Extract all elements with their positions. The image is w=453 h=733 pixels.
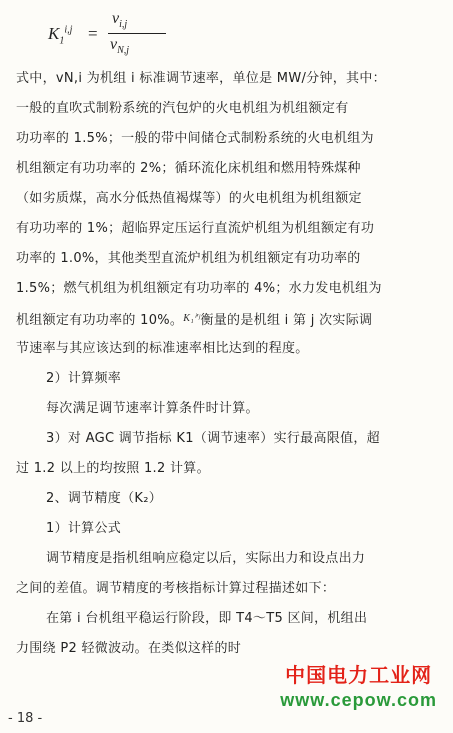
inline-k-symbol: K₁ⁱ'ʲ (183, 313, 201, 324)
formula-denominator (110, 36, 129, 56)
body-line: 调节精度是指机组响应稳定以后，实际出力和设点出力 (46, 551, 366, 566)
body-line: 在第 i 台机组平稳运行阶段，即 T4～T5 区间，机组出 (46, 611, 368, 626)
k-line-after: 衡量的是机组 i 第 j 次实际调 (200, 313, 373, 328)
body-line: 式中，vN,i 为机组 i 标准调节速率，单位是 MW/分钟，其中： (16, 71, 386, 86)
numerator-subscript: i,j (119, 19, 128, 31)
formula-equals: = (88, 24, 98, 43)
formula-k: K (48, 24, 60, 43)
formula-lhs (48, 24, 72, 46)
denominator-subscript: N,j (117, 45, 130, 57)
body-line: （如劣质煤，高水分低热值褐煤等）的火电机组为机组额定 (16, 191, 362, 206)
watermark-title: 中国电力工业网 (285, 663, 433, 687)
page-number: - 18 - (8, 711, 43, 726)
body-line: 功功率的 1.5%；一般的带中间储仓式制粉系统的火电机组为 (16, 131, 374, 146)
watermark-url: www.cepow.com (280, 690, 437, 710)
body-line: 3）对 AGC 调节指标 K1（调节速率）实行最高限值，超 (46, 431, 380, 446)
body-line-with-k (16, 310, 440, 330)
body-line: 有功功率的 1%；超临界定压运行直流炉机组为机组额定有功 (16, 221, 375, 236)
formula-k-subscript: 1 (59, 35, 65, 47)
fraction-bar (108, 33, 166, 34)
body-line: 一般的直吹式制粉系统的汽包炉的火电机组为机组额定有 (16, 101, 349, 116)
denominator-v: v (110, 36, 118, 53)
rate-formula (48, 8, 168, 58)
body-line: 功率的 1.0%，其他类型直流炉机组为机组额定有功功率的 (16, 251, 361, 266)
body-line: 过 1.2 以上的均按照 1.2 计算。 (16, 461, 210, 476)
body-line: 节速率与其应该达到的标准速率相比达到的程度。 (16, 341, 309, 356)
formula-numerator (112, 10, 127, 30)
body-line: 每次满足调节速率计算条件时计算。 (46, 401, 259, 416)
section-heading-formula: 1）计算公式 (46, 521, 122, 536)
site-watermark (280, 659, 437, 711)
numerator-v: v (112, 10, 120, 27)
section-heading-precision: 2、调节精度（K₂） (46, 491, 163, 506)
body-line: 之间的差值。调节精度的考核指标计算过程描述如下： (16, 581, 336, 596)
body-line: 力围绕 P2 轻微波动。在类似这样的时 (16, 641, 242, 656)
body-line: 1.5%；燃气机组为机组额定有功功率的 4%；水力发电机组为 (16, 281, 382, 296)
formula-k-superscript: i,j (64, 24, 73, 36)
body-line: 机组额定有功功率的 2%；循环流化床机组和燃用特殊煤种 (16, 161, 361, 176)
section-heading-frequency: 2）计算频率 (46, 371, 122, 386)
k-line-before: 机组额定有功功率的 10%。 (16, 313, 184, 328)
